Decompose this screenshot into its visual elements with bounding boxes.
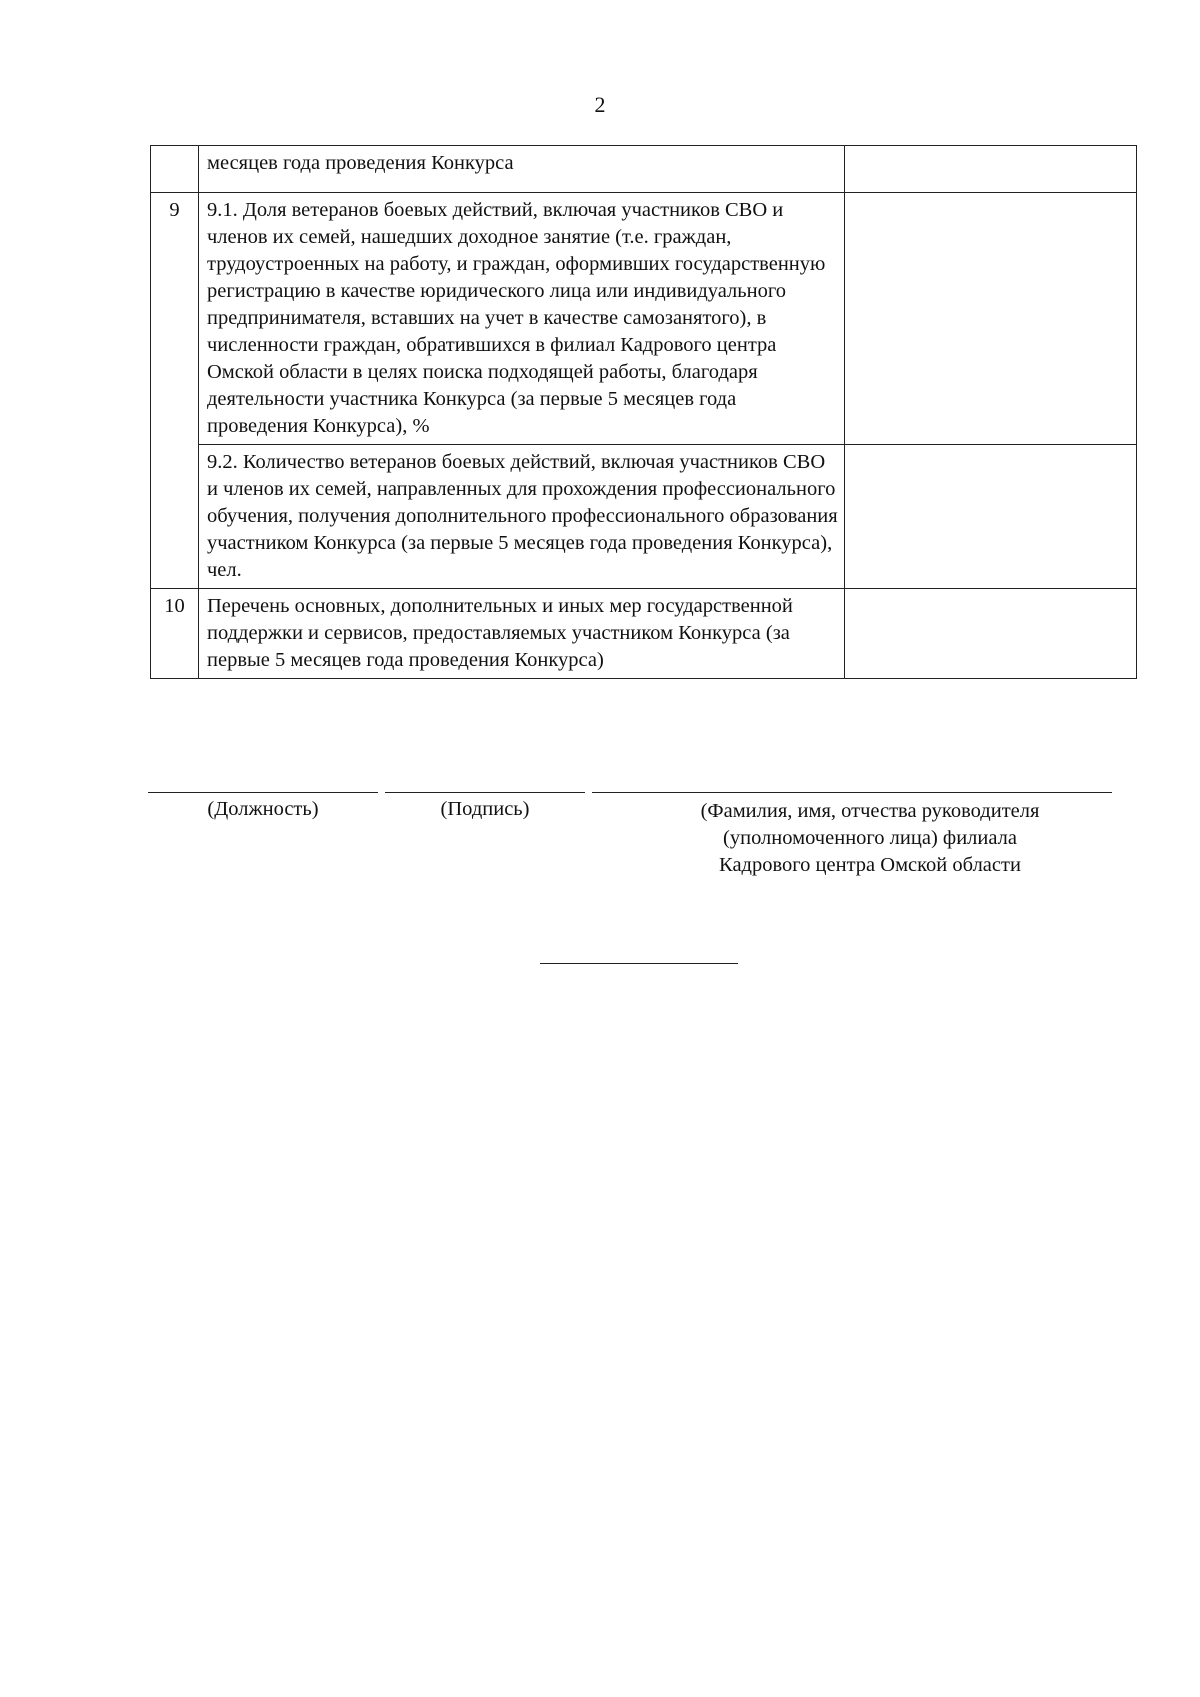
row-text-cell: месяцев года проведения Конкурса	[199, 146, 845, 193]
row-value-cell	[845, 589, 1137, 679]
page-number: 2	[594, 92, 606, 117]
row-text-cell: Перечень основных, дополнительных и иных мер государственной поддержки и сервисов, предоставляемых участником Конкурса (за первые 5 месяцев года проведения Конкурса)	[199, 589, 845, 679]
row-value-cell	[845, 445, 1137, 589]
row-number-cell: 9	[151, 193, 199, 589]
row-text-cell: 9.2. Количество ветеранов боевых действий, включая участников СВО и членов их семей, направленных для прохождения профессионального обучения, получения дополнительного профессионального образования участником Конкурса (за первые 5 месяцев года проведения Конкурса), чел.	[199, 445, 845, 589]
signature-label: (Подпись)	[440, 798, 530, 820]
name-label	[640, 798, 1100, 879]
table-row	[151, 589, 1137, 679]
position-label: (Должность)	[207, 798, 319, 820]
table-row	[151, 445, 1137, 589]
name-label-line: (Фамилия, имя, отчества руководителя	[700, 800, 1040, 822]
row-number-cell	[151, 146, 199, 193]
end-of-document-line	[540, 963, 738, 964]
indicators-table	[150, 145, 1137, 679]
signature-line	[385, 792, 585, 793]
row-value-cell	[845, 146, 1137, 193]
name-label-line: Кадрового центра Омской области	[719, 854, 1021, 876]
row-value-cell	[845, 193, 1137, 445]
table-row	[151, 146, 1137, 193]
row-number-cell: 10	[151, 589, 199, 679]
table-row	[151, 193, 1137, 445]
row-text-cell: 9.1. Доля ветеранов боевых действий, включая участников СВО и членов их семей, нашедших доходное занятие (т.е. граждан, трудоустроенных на работу, и граждан, оформивших государственную регистрацию в качестве юридического лица или индивидуального предпринимателя, вставших на учет в качестве самозанятого), в численности граждан, обратившихся в филиал Кадрового центра Омской области в целях поиска подходящей работы, благодаря деятельности участника Конкурса (за первые 5 месяцев года проведения Конкурса), %	[199, 193, 845, 445]
name-label-line: (уполномоченного лица) филиала	[723, 827, 1017, 849]
position-line	[148, 792, 378, 793]
name-line	[592, 792, 1112, 793]
